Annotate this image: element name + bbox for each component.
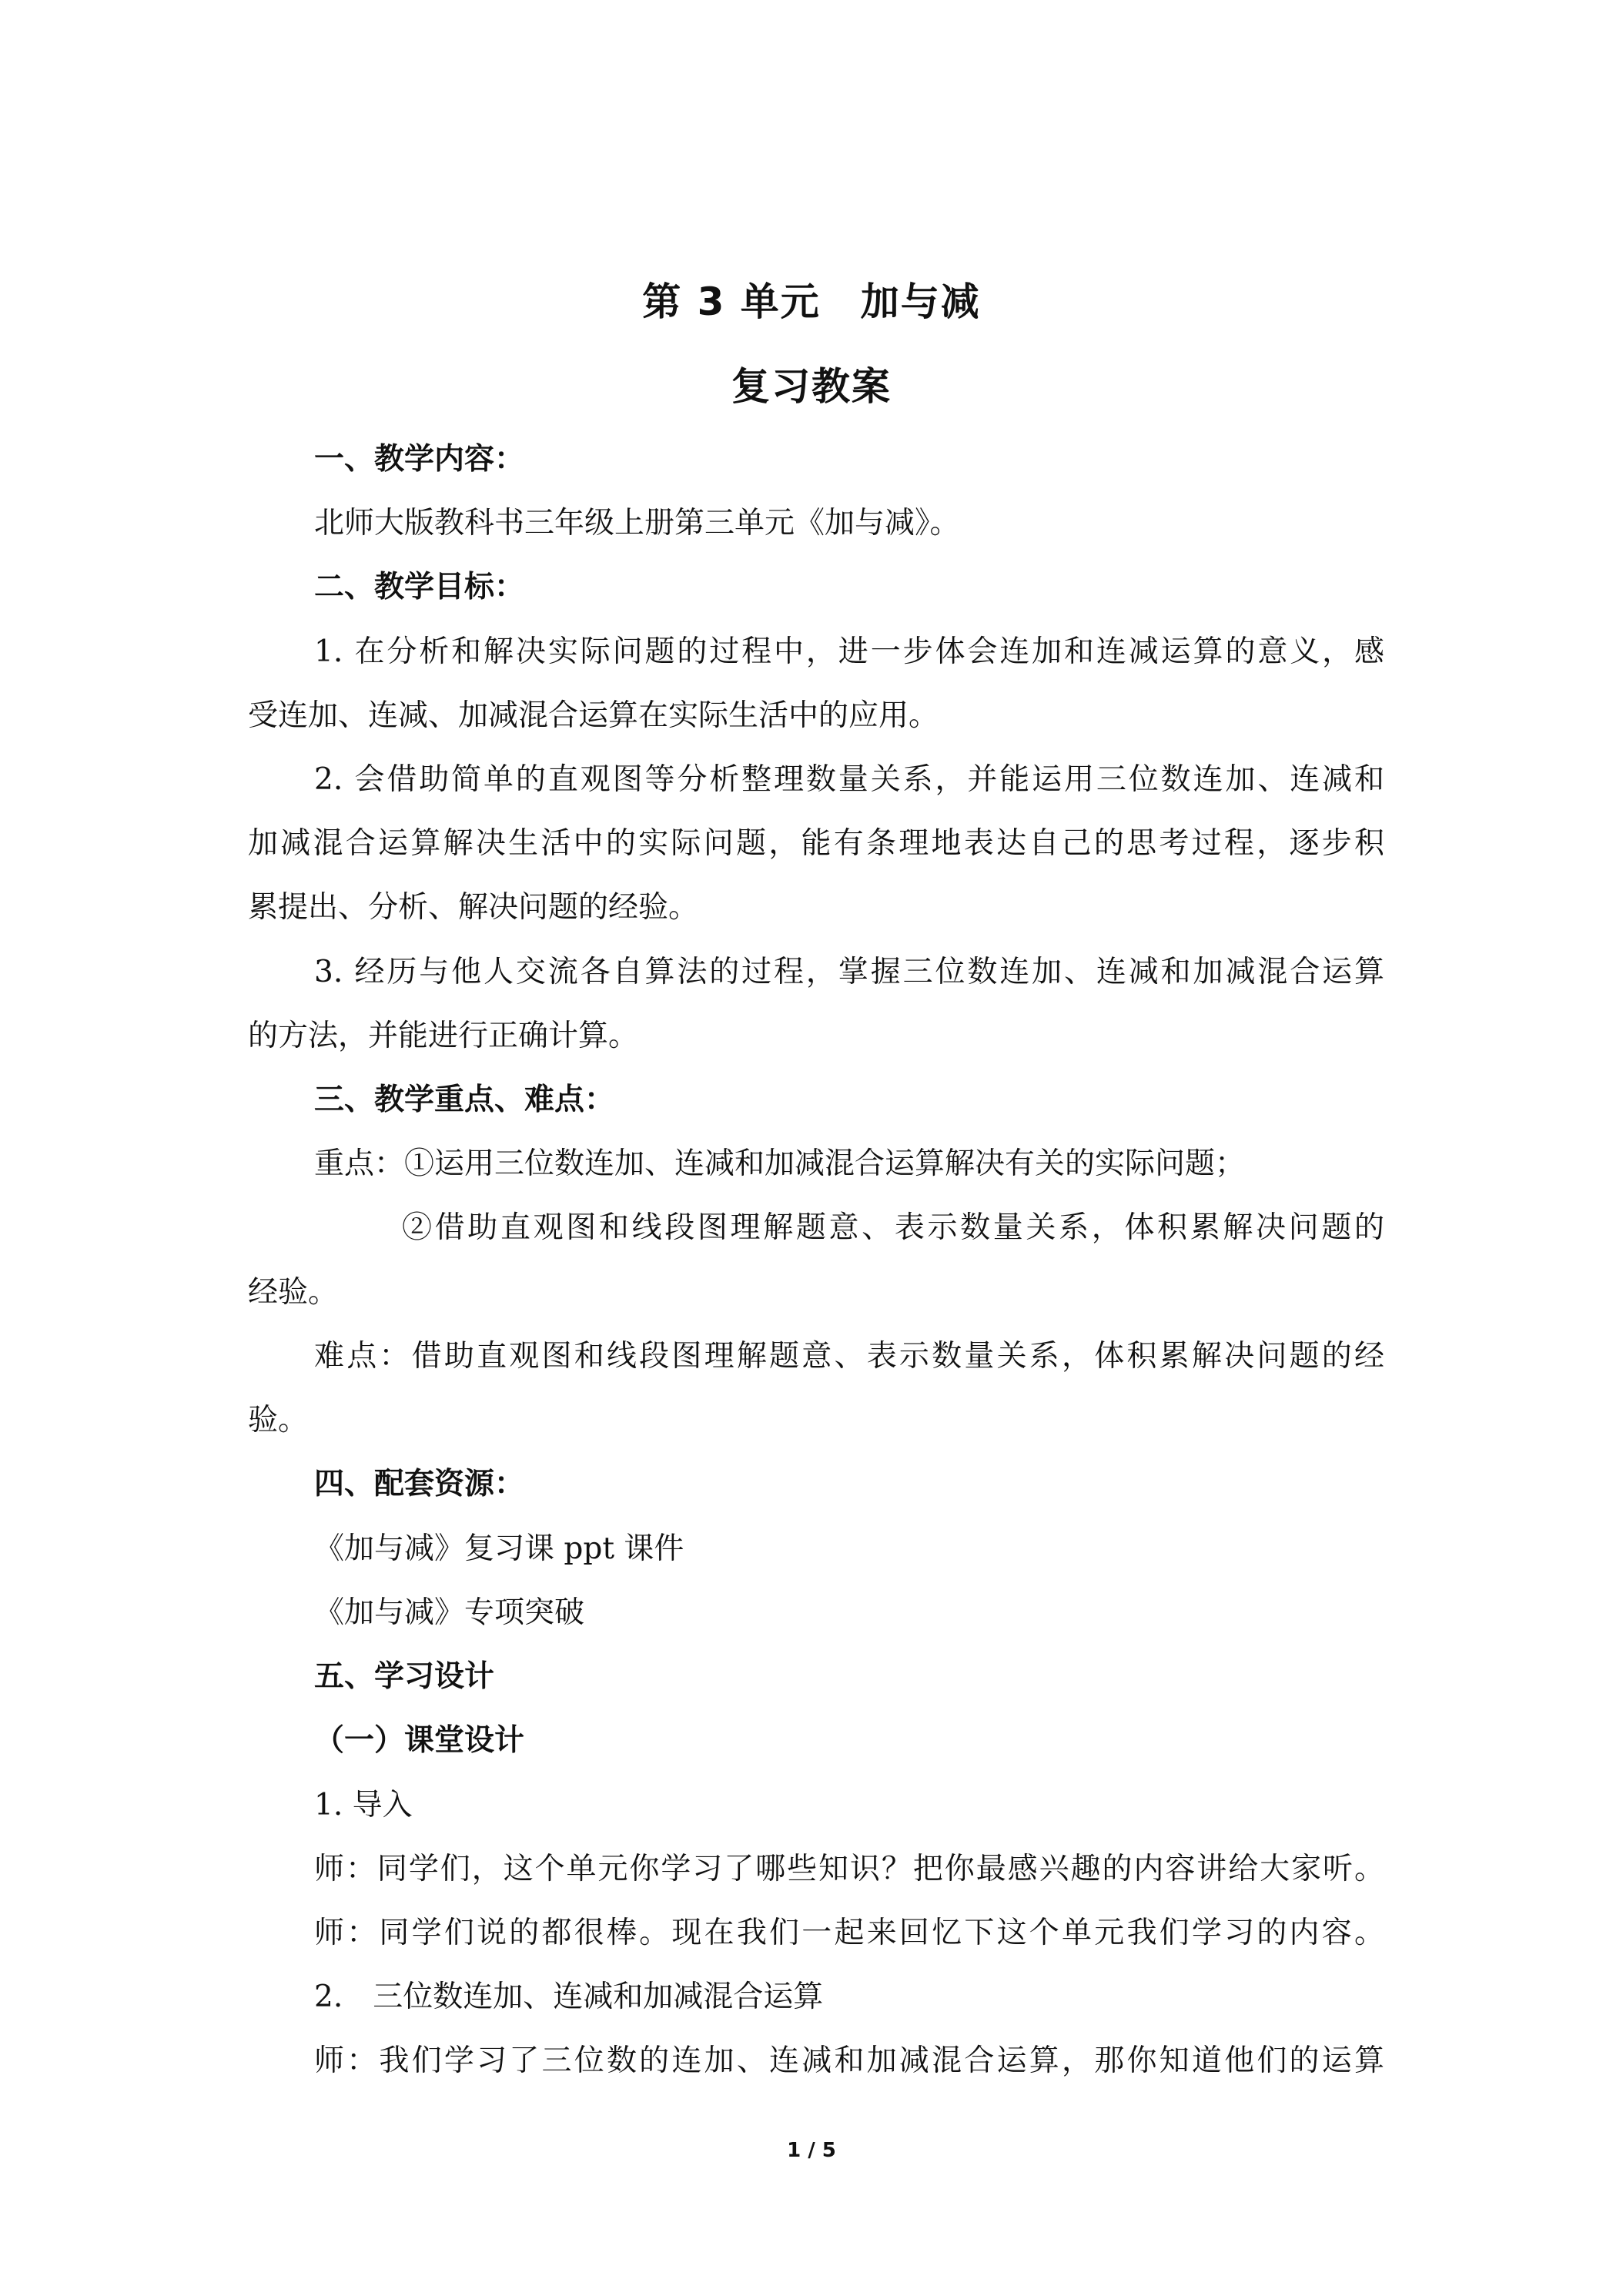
key-point-2-line-1: ②借助直观图和线段图理解题意、表示数量关系，体积累解决问题的 [402,1210,1384,1245]
section-heading-content: 一、教学内容： [314,442,525,477]
goal-3-line-1: 3. 经历与他人交流各自算法的过程，掌握三位数连加、连减和加减混合运算 [314,955,1384,989]
goal-1-line-1: 1. 在分析和解决实际问题的过程中，进一步体会连加和连减运算的意义，感 [314,634,1384,669]
resource-item-1: 《加与减》复习课 ppt 课件 [314,1531,684,1566]
difficulty-line-2: 验。 [248,1403,309,1438]
difficulty-line-1: 难点：借助直观图和线段图理解题意、表示数量关系，体积累解决问题的经 [314,1339,1384,1374]
subsection-heading-classroom: （一）课堂设计 [314,1723,525,1758]
resource-item-2: 《加与减》专项突破 [314,1595,585,1630]
document-subtitle: 复习教案 [731,364,892,409]
key-point-2-line-2: 经验。 [248,1275,339,1310]
key-point-1: 重点：①运用三位数连加、连减和加减混合运算解决有关的实际问题； [314,1146,1246,1181]
document-title: 第 3 单元 加与减 [642,279,981,324]
step-1-title: 1. 导入 [314,1788,413,1822]
step-1-teacher-line-2: 师：同学们说的都很棒。现在我们一起来回忆下这个单元我们学习的内容。 [314,1916,1384,1950]
section-heading-key-points: 三、教学重点、难点： [314,1083,615,1117]
section-heading-resources: 四、配套资源： [314,1467,525,1501]
goal-1-line-2: 受连加、连减、加减混合运算在实际生活中的应用。 [248,698,939,733]
step-2-title: 2. 三位数连加、连减和加减混合运算 [314,1980,824,2014]
step-1-teacher-line-1: 师：同学们，这个单元你学习了哪些知识？把你最感兴趣的内容讲给大家听。 [314,1852,1384,1886]
goal-2-line-2: 加减混合运算解决生活中的实际问题，能有条理地表达自己的思考过程，逐步积 [248,826,1384,861]
section-heading-learning-design: 五、学习设计 [314,1659,495,1694]
step-2-teacher-line-1: 师：我们学习了三位数的连加、连减和加减混合运算，那你知道他们的运算 [314,2043,1384,2078]
goal-2-line-1: 2. 会借助简单的直观图等分析整理数量关系，并能运用三位数连加、连减和 [314,762,1384,797]
section-heading-goals: 二、教学目标： [314,570,525,604]
goal-2-line-3: 累提出、分析、解决问题的经验。 [248,890,699,925]
goal-3-line-2: 的方法，并能进行正确计算。 [248,1019,639,1053]
section-content-text: 北师大版教科书三年级上册第三单元《加与减》。 [314,506,960,541]
page-number: 1 / 5 [787,2139,836,2162]
